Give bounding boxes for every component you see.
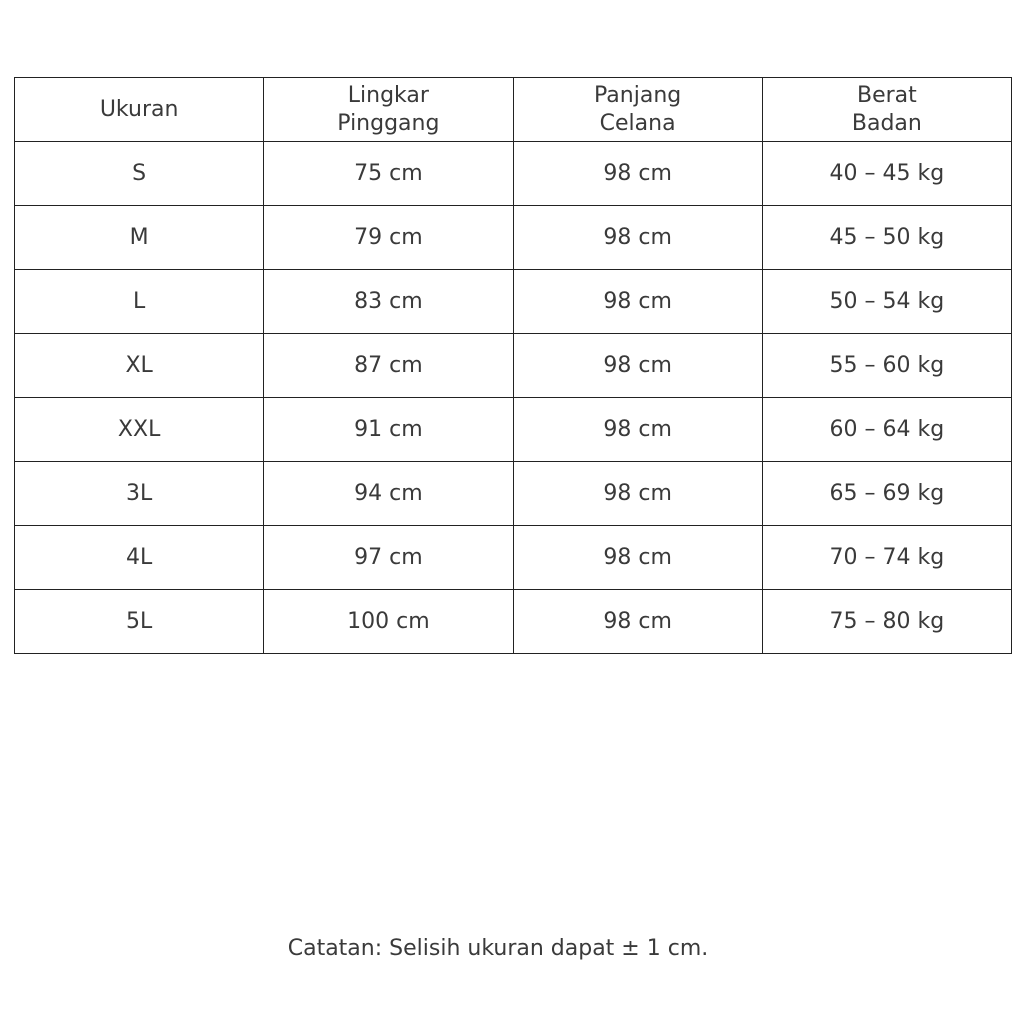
cell-panjang-celana: 98 cm [513,526,762,590]
table-row [15,590,1012,654]
header-berat-badan-line-2: Badan [851,110,922,136]
size-chart-table [14,77,1012,654]
cell-ukuran: M [15,206,264,270]
cell-berat-badan: 60 – 64 kg [762,398,1011,462]
cell-lingkar-pinggang: 83 cm [264,270,513,334]
cell-lingkar-pinggang: 75 cm [264,142,513,206]
cell-ukuran: XXL [15,398,264,462]
cell-berat-badan: 45 – 50 kg [762,206,1011,270]
cell-ukuran: XL [15,334,264,398]
header-panjang-celana [513,78,762,142]
header-berat-badan-line-1: Berat [856,82,917,108]
cell-berat-badan: 40 – 45 kg [762,142,1011,206]
header-panjang-celana-line-2: Celana [599,110,676,136]
table-row [15,526,1012,590]
table-header-row [15,78,1012,142]
footnote: Catatan: Selisih ukuran dapat ± 1 cm. [287,936,709,961]
cell-panjang-celana: 98 cm [513,590,762,654]
table-row [15,398,1012,462]
cell-panjang-celana: 98 cm [513,206,762,270]
cell-panjang-celana: 98 cm [513,398,762,462]
header-berat-badan [762,78,1011,142]
table-row [15,142,1012,206]
header-lingkar-pinggang-line-2: Pinggang [337,110,440,136]
cell-ukuran: 5L [15,590,264,654]
cell-berat-badan: 70 – 74 kg [762,526,1011,590]
cell-berat-badan: 55 – 60 kg [762,334,1011,398]
cell-panjang-celana: 98 cm [513,334,762,398]
header-panjang-celana-line-1: Panjang [594,82,682,108]
table-row [15,206,1012,270]
cell-panjang-celana: 98 cm [513,462,762,526]
cell-ukuran: L [15,270,264,334]
cell-lingkar-pinggang: 97 cm [264,526,513,590]
cell-berat-badan: 50 – 54 kg [762,270,1011,334]
header-ukuran-line-1: Ukuran [99,96,179,122]
table-row [15,334,1012,398]
header-ukuran [15,78,264,142]
cell-berat-badan: 75 – 80 kg [762,590,1011,654]
cell-ukuran: 4L [15,526,264,590]
cell-lingkar-pinggang: 100 cm [264,590,513,654]
cell-lingkar-pinggang: 91 cm [264,398,513,462]
cell-berat-badan: 65 – 69 kg [762,462,1011,526]
cell-ukuran: S [15,142,264,206]
cell-panjang-celana: 98 cm [513,142,762,206]
header-lingkar-pinggang [264,78,513,142]
cell-lingkar-pinggang: 87 cm [264,334,513,398]
cell-panjang-celana: 98 cm [513,270,762,334]
table-row [15,270,1012,334]
cell-ukuran: 3L [15,462,264,526]
cell-lingkar-pinggang: 94 cm [264,462,513,526]
table-row [15,462,1012,526]
header-lingkar-pinggang-line-1: Lingkar [347,82,429,108]
cell-lingkar-pinggang: 79 cm [264,206,513,270]
